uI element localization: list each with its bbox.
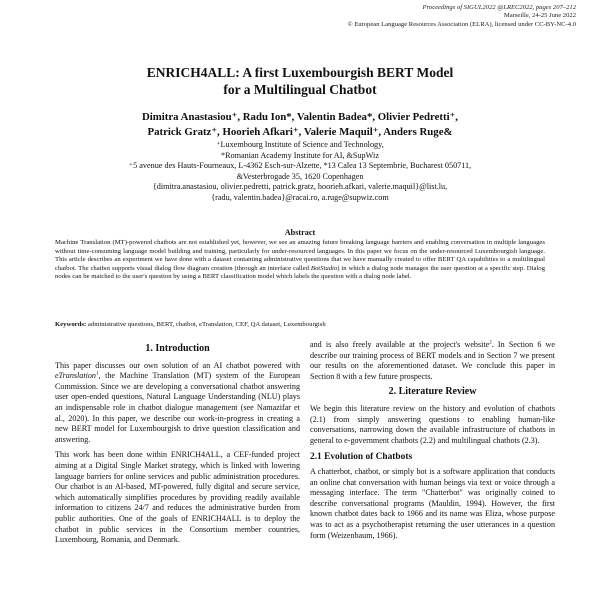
left-column: [55, 340, 300, 551]
affiliation-email-line: {radu, valentin.badea}@racai.ro, a.ruge@supwiz.com: [211, 192, 389, 202]
intro-p1-italic: eTranslation: [55, 371, 96, 381]
authors-line-1: Dimitra Anastasiou⁺, Radu Ion*, Valentin Badea*, Olivier Pedretti⁺,: [141, 111, 459, 123]
intro-paragraph-2: This work has been done within ENRICH4ALL, a CEF-funded project aiming at a Digital Single Market strategy, which is linked with lowering language barriers for online services and public administration procedures. Our chatbot is an AI-based, MT-powered, fully digital and secure service, which automatically simplifies procedures by providing readily available information to citizens 24/7 and reduces the administrative burden from public authorities. One of the goals of ENRICH4ALL is to deploy the chatbot in public services in the Consortium member countries, Luxembourg, Romania, and Denmark.: [55, 450, 300, 545]
right-column: [310, 340, 555, 546]
authors-line-2: Patrick Gratz⁺, Hoorieh Afkari⁺, Valerie Maquil⁺, Anders Ruge&: [147, 126, 453, 138]
keywords-label: Keywords:: [55, 321, 87, 328]
lit-review-paragraph: We begin this literature review on the history and evolution of chatbots (2.1) from simply answering questions to enabling human-like conversations, narrowing down the available infrastructure of chatbots in general to e-government chatbots (2.2) and multilingual chatbots (2.3).: [310, 403, 555, 445]
affiliation-line: ⁺5 avenue des Hauts-Fourneaux, L-4362 Esch-sur-Alzette, *13 Calea 13 Septembrie, Bucharest 050711,: [128, 161, 472, 171]
evolution-paragraph: A chatterbot, chatbot, or simply bot is a software application that conducts an online chat conversation with human beings via text or voice through a messaging interface. The term "Chatterbot" was originally coined to describe conversational programs (Mauldin, 1994). However, the first known chatbot dates back to 1966 and its name was Eliza, whose purpose was to act as a psychotherapist returning the user utterances in a question form (Weizenbaum, 1966).: [310, 466, 555, 540]
title-line-2: for a Multilingual Chatbot: [223, 82, 377, 97]
intro-p1-text-b: , the Machine Translation (MT) system of the European Commission. Since we are developing a conversational chatbot answering user open-ended questions, Natural Language Understanding (NLU) plays an indispensable role in chatbot dialogue management (see Namazifar et al., 2020). In this paper, we describe our work-in-progress in creating a new BERT model for Luxembourgish to drive question classification and answering.: [55, 371, 300, 444]
affiliation-line: ⁺Luxembourg Institute of Science and Technology,: [216, 140, 384, 149]
proceedings-license: © European Language Resources Association (ELRA), licensed under CC-BY-NC-4.0: [347, 20, 576, 28]
abstract-text-1: Machine Translation (MT)-powered chatbots are not established yet, however, we see an amazing future breaking language barriers and enabling conversation in multiple languages without time-consuming language model building and training, particularly for under-resourced languages. In this paper we focus on the under-resourced Luxembourgish language. This article describes an experiment we have done with a dataset containing administrative questions that we have manually created to offer BERT QA capabilities to a multilingual chatbot. The chatbot supports visual dialog flow diagram creation (through an interface called: [55, 239, 545, 272]
keywords: [55, 321, 545, 330]
abstract-heading: Abstract: [284, 228, 316, 237]
proceedings-header: [216, 4, 576, 29]
footnote-marker: 1: [95, 371, 99, 377]
intro-paragraph-1: [55, 361, 300, 446]
affiliation-email-line: {dimitra.anastasiou, olivier.pedretti, patrick.gratz, hoorieh.afkari, valerie.maquil}@list.lu,: [152, 182, 448, 192]
affiliation-line: *Romanian Academy Institute for AI, &SupWiz: [221, 150, 379, 160]
title-line-1: ENRICH4ALL: A first Luxembourgish BERT Model: [146, 65, 454, 80]
footnote-marker: 2: [489, 340, 492, 346]
intro-continuation: [310, 340, 555, 382]
proceedings-venue: Proceedings of SIGUL2022 @LREC2022, pages 207–212: [422, 4, 576, 11]
paper-title: [0, 64, 600, 98]
intro-cont-text-a: and is also freely available at the project's website: [310, 340, 490, 349]
abstract-italic-term: BotStudio: [310, 264, 338, 272]
section-2-heading: 2. Literature Review: [388, 386, 477, 398]
affiliation-line: &Vesterbrogade 35, 1620 Copenhagen: [236, 171, 364, 181]
subsection-2-1-heading: 2.1 Evolution of Chatbots: [310, 452, 413, 463]
affiliations: [0, 140, 600, 204]
keywords-text: administrative questions, BERT, chatbot, eTranslation, CEF, QA dataset, Luxembourgish: [87, 321, 326, 328]
section-1-heading: 1. Introduction: [145, 343, 210, 354]
abstract-body: [55, 239, 545, 282]
proceedings-location: Marseille, 24-25 June 2022: [503, 12, 576, 20]
intro-cont-text-b: . In Section 6 we describe our training process of BERT models and in Section 7 we present our results on the aforementioned dataset. We conclude this paper in Section 8 with a few future prospects.: [310, 340, 555, 381]
intro-p1-text-a: This paper discusses our own solution of an AI chatbot powered with: [55, 360, 300, 370]
abstract-text-2: ) in which a dialog node manages the user question at a specific step. Dialog nodes can be matched to the user's question by using a BERT classification model which labels the question with a dialog node label.: [55, 264, 545, 281]
author-list: [0, 110, 600, 140]
